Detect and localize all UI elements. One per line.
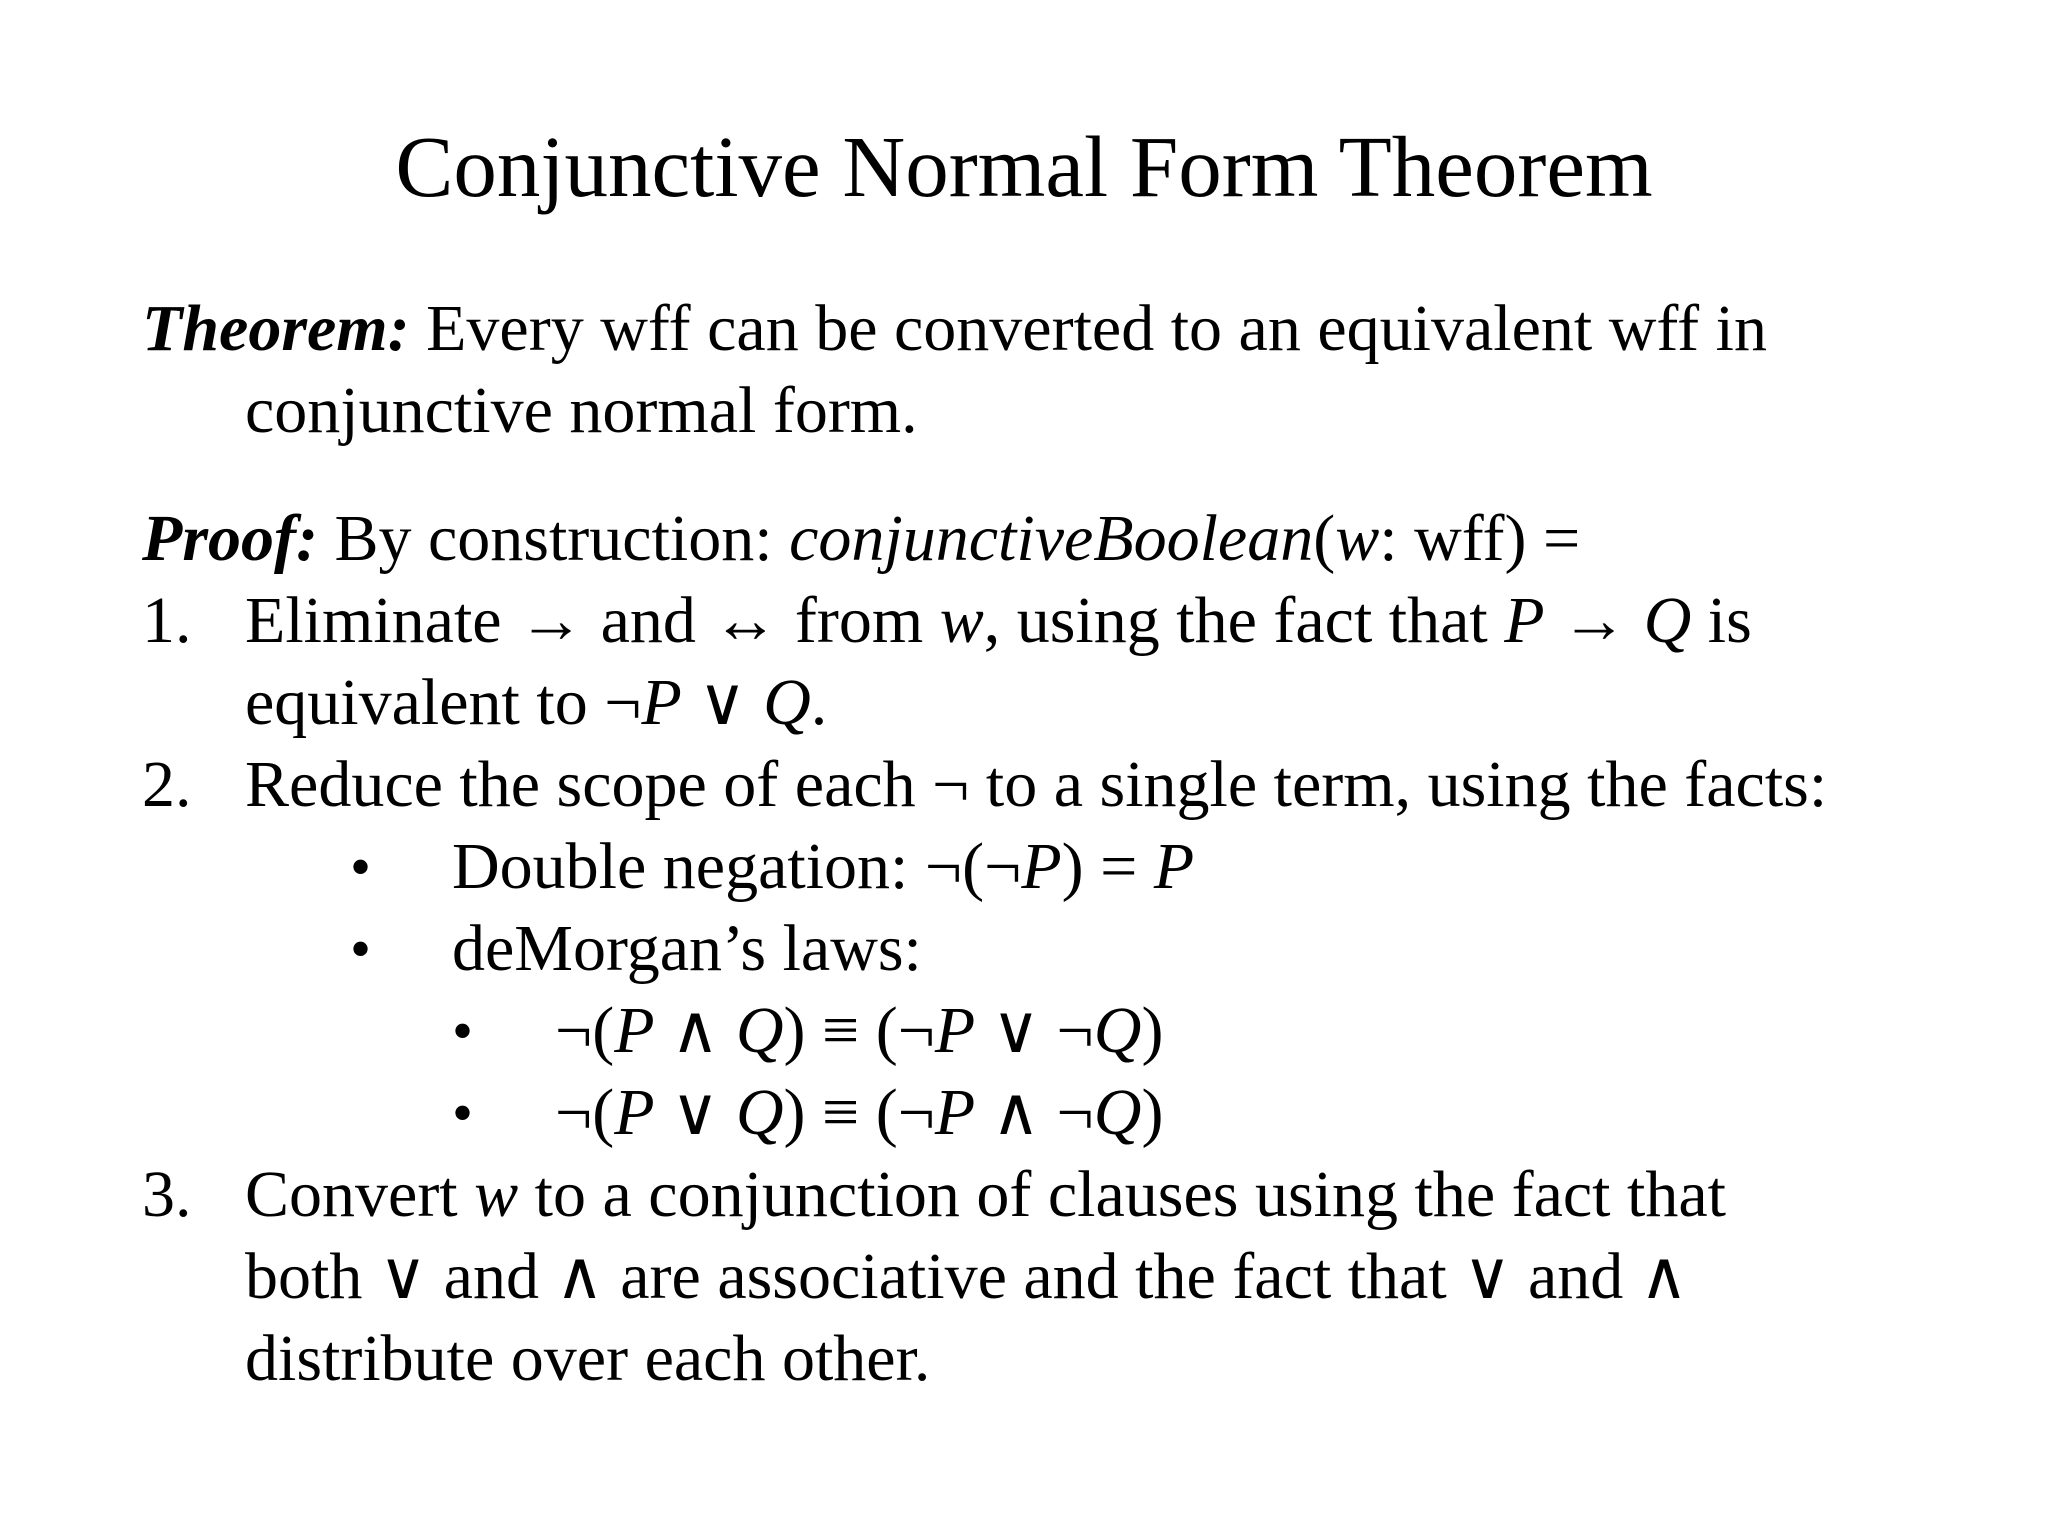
slide-title: Conjunctive Normal Form Theorem [395,118,1653,215]
step-1-line-2 [245,662,827,744]
theorem-text-1: Every wff can be converted to an equivalent wff in [409,292,1767,365]
bullet-law-2: • [452,1080,474,1146]
step-3-line-2: both ∨ and ∧ are associative and the fact that ∨ and ∧ [245,1240,1689,1313]
step-1-text-a: Eliminate → and ↔ from [245,584,940,657]
law-2-b: ) ≡ (¬ [783,1076,935,1149]
double-negation-var-p2: P [1153,830,1195,903]
double-negation-text-b: ) = [1061,830,1154,903]
step-3-line-3: distribute over each other. [245,1322,931,1395]
law-2-q2: Q [1093,1076,1142,1149]
double-negation-line [452,826,1194,908]
law-2-q: Q [735,1076,784,1149]
proof-intro: By construction: [317,502,790,575]
step-3-var-w: w [474,1158,519,1231]
step-1-l2-period: . [810,666,828,739]
proof-label: Proof: [142,502,318,575]
law-2-p: P [614,1076,655,1149]
step-1-var-q: Q [1643,584,1692,657]
step-1-number: 1. [142,584,192,657]
bullet-law-1: • [452,998,474,1064]
demorgan-law-1 [555,990,1163,1072]
step-2-number: 2. [142,748,192,821]
law-2-p2: P [934,1076,976,1149]
step-1-text-b: , using the fact that [983,584,1505,657]
theorem-line-1 [142,288,1767,370]
step-1-text-c: is [1691,584,1752,657]
step-1-arrow: → [1544,584,1644,657]
law-2-a: ¬( [555,1076,615,1149]
law-2-op1: ∨ [654,1076,736,1149]
theorem-label: Theorem: [142,292,410,365]
step-1-l2-text-a: equivalent to ¬ [245,666,642,739]
bullet-double-negation: • [350,834,372,900]
function-name: conjunctiveBoolean [789,502,1314,575]
step-2-line-1: Reduce the scope of each ¬ to a single term, using the facts: [245,748,1828,821]
double-negation-text-a: Double negation: ¬(¬ [452,830,1022,903]
law-1-q2: Q [1093,994,1142,1067]
demorgan-law-2 [555,1072,1163,1154]
bullet-demorgan: • [350,916,372,982]
law-1-p2: P [934,994,976,1067]
law-1-p: P [614,994,655,1067]
double-negation-var-p: P [1021,830,1062,903]
step-1-l2-var-p: P [641,666,682,739]
law-1-q: Q [735,994,784,1067]
step-3-text-a: Convert [245,1158,475,1231]
step-1-var-p: P [1504,584,1545,657]
step-1-l2-var-q: Q [763,666,811,739]
law-2-c: ) [1141,1076,1164,1149]
theorem-line-2: conjunctive normal form. [245,374,918,447]
step-3-line-1 [245,1154,1726,1236]
law-1-a: ¬( [555,994,615,1067]
step-1-l2-or: ∨ [681,666,764,739]
demorgan-line: deMorgan’s laws: [452,912,922,985]
step-1-line-1 [245,580,1752,662]
step-3-text-b: to a conjunction of clauses using the fact that [518,1158,1726,1231]
proof-line [142,498,1580,580]
law-1-op1: ∧ [654,994,736,1067]
law-1-op2: ∨ ¬ [975,994,1094,1067]
law-1-c: ) [1141,994,1164,1067]
law-1-b: ) ≡ (¬ [783,994,935,1067]
step-3-number: 3. [142,1158,192,1231]
function-open-paren: ( [1313,502,1336,575]
function-signature-rest: : wff) = [1379,502,1581,575]
law-2-op2: ∧ ¬ [975,1076,1094,1149]
function-param: w [1335,502,1380,575]
step-1-var-w: w [939,584,984,657]
